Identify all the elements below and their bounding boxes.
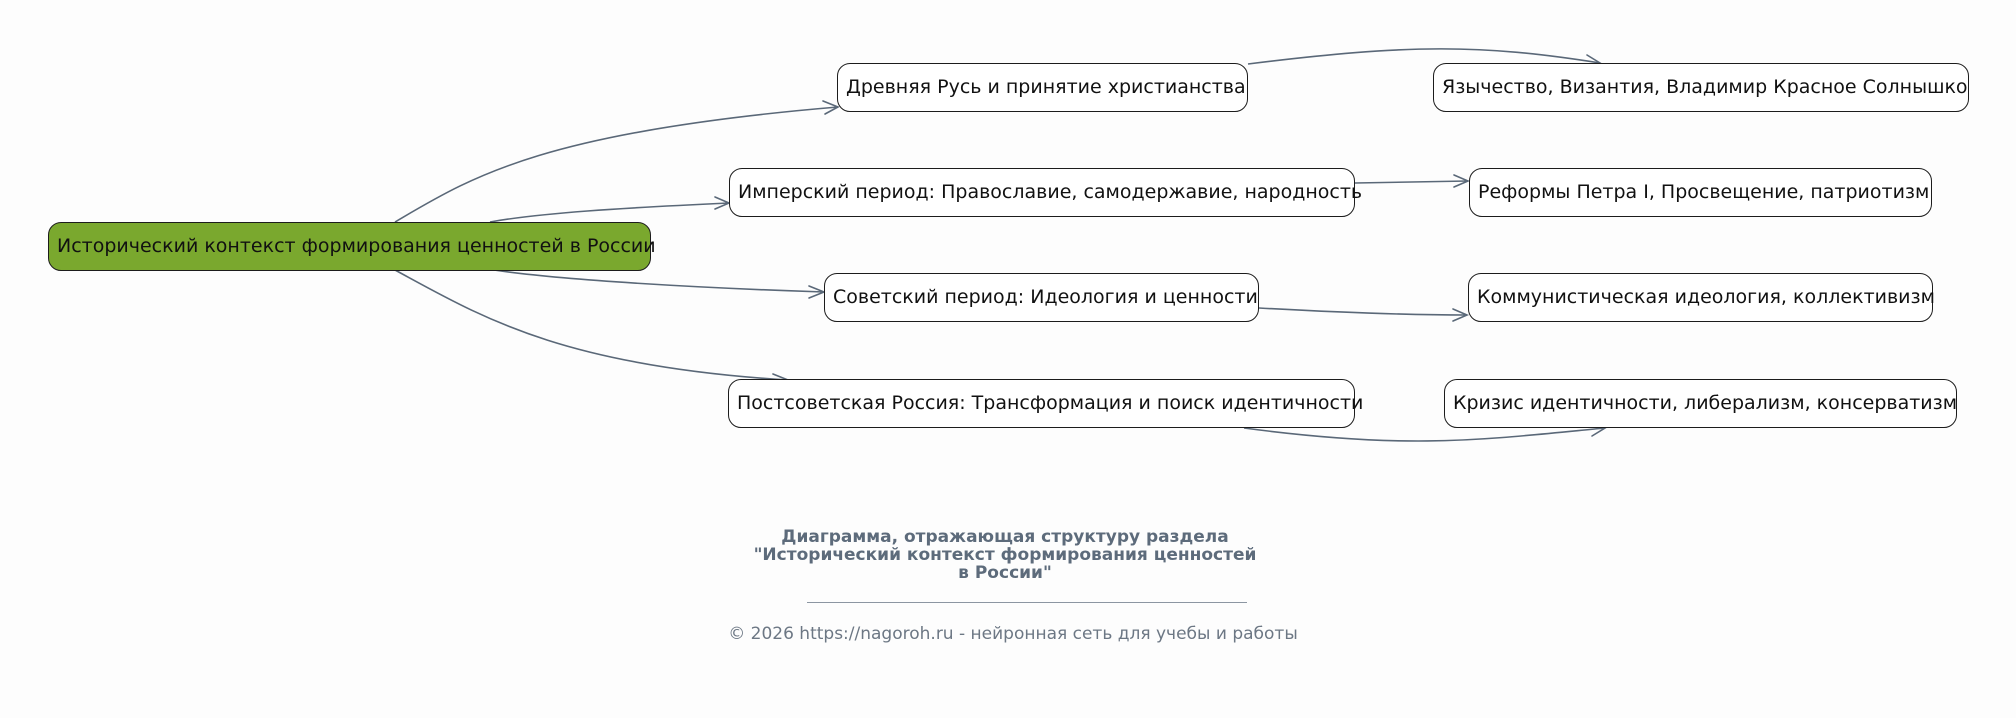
branch-node-soviet-period[interactable]: Советский период: Идеология и ценности [824,273,1259,322]
edge-postsoviet-to-detail [1244,428,1605,441]
branch-node-ancient-rus[interactable]: Древняя Русь и принятие христианства [837,63,1248,112]
detail-node-postsoviet-russia[interactable]: Кризис идентичности, либерализм, консерватизм [1444,379,1957,428]
edge-root-to-soviet [494,270,824,292]
edge-root-to-postsoviet [395,270,788,380]
caption-line-2: "Исторический контекст формирования ценностей [753,545,1257,565]
caption-line-3: в России" [958,563,1052,583]
diagram-caption [740,528,1270,582]
branch-node-imperial-period[interactable]: Имперский период: Православие, самодержавие, народность [729,168,1355,217]
edge-soviet-to-detail [1259,308,1467,315]
detail-node-soviet-period[interactable]: Коммунистическая идеология, коллективизм [1468,273,1933,322]
edge-imperial-to-detail [1355,181,1468,183]
branch-node-postsoviet-russia[interactable]: Постсоветская Россия: Трансформация и поиск идентичности [728,379,1355,428]
copyright-footer: © 2026 https://nagoroh.ru - нейронная сеть для учебы и работы [728,624,1298,644]
caption-divider [807,602,1247,603]
edge-root-to-imperial [490,203,729,222]
detail-node-ancient-rus[interactable]: Язычество, Византия, Владимир Красное Солнышко [1433,63,1969,112]
caption-line-1: Диаграмма, отражающая структуру раздела [781,527,1229,547]
edge-ancient-rus-to-detail [1248,49,1600,64]
root-node[interactable]: Исторический контекст формирования ценностей в России [48,222,651,271]
detail-node-imperial-period[interactable]: Реформы Петра I, Просвещение, патриотизм [1469,168,1932,217]
